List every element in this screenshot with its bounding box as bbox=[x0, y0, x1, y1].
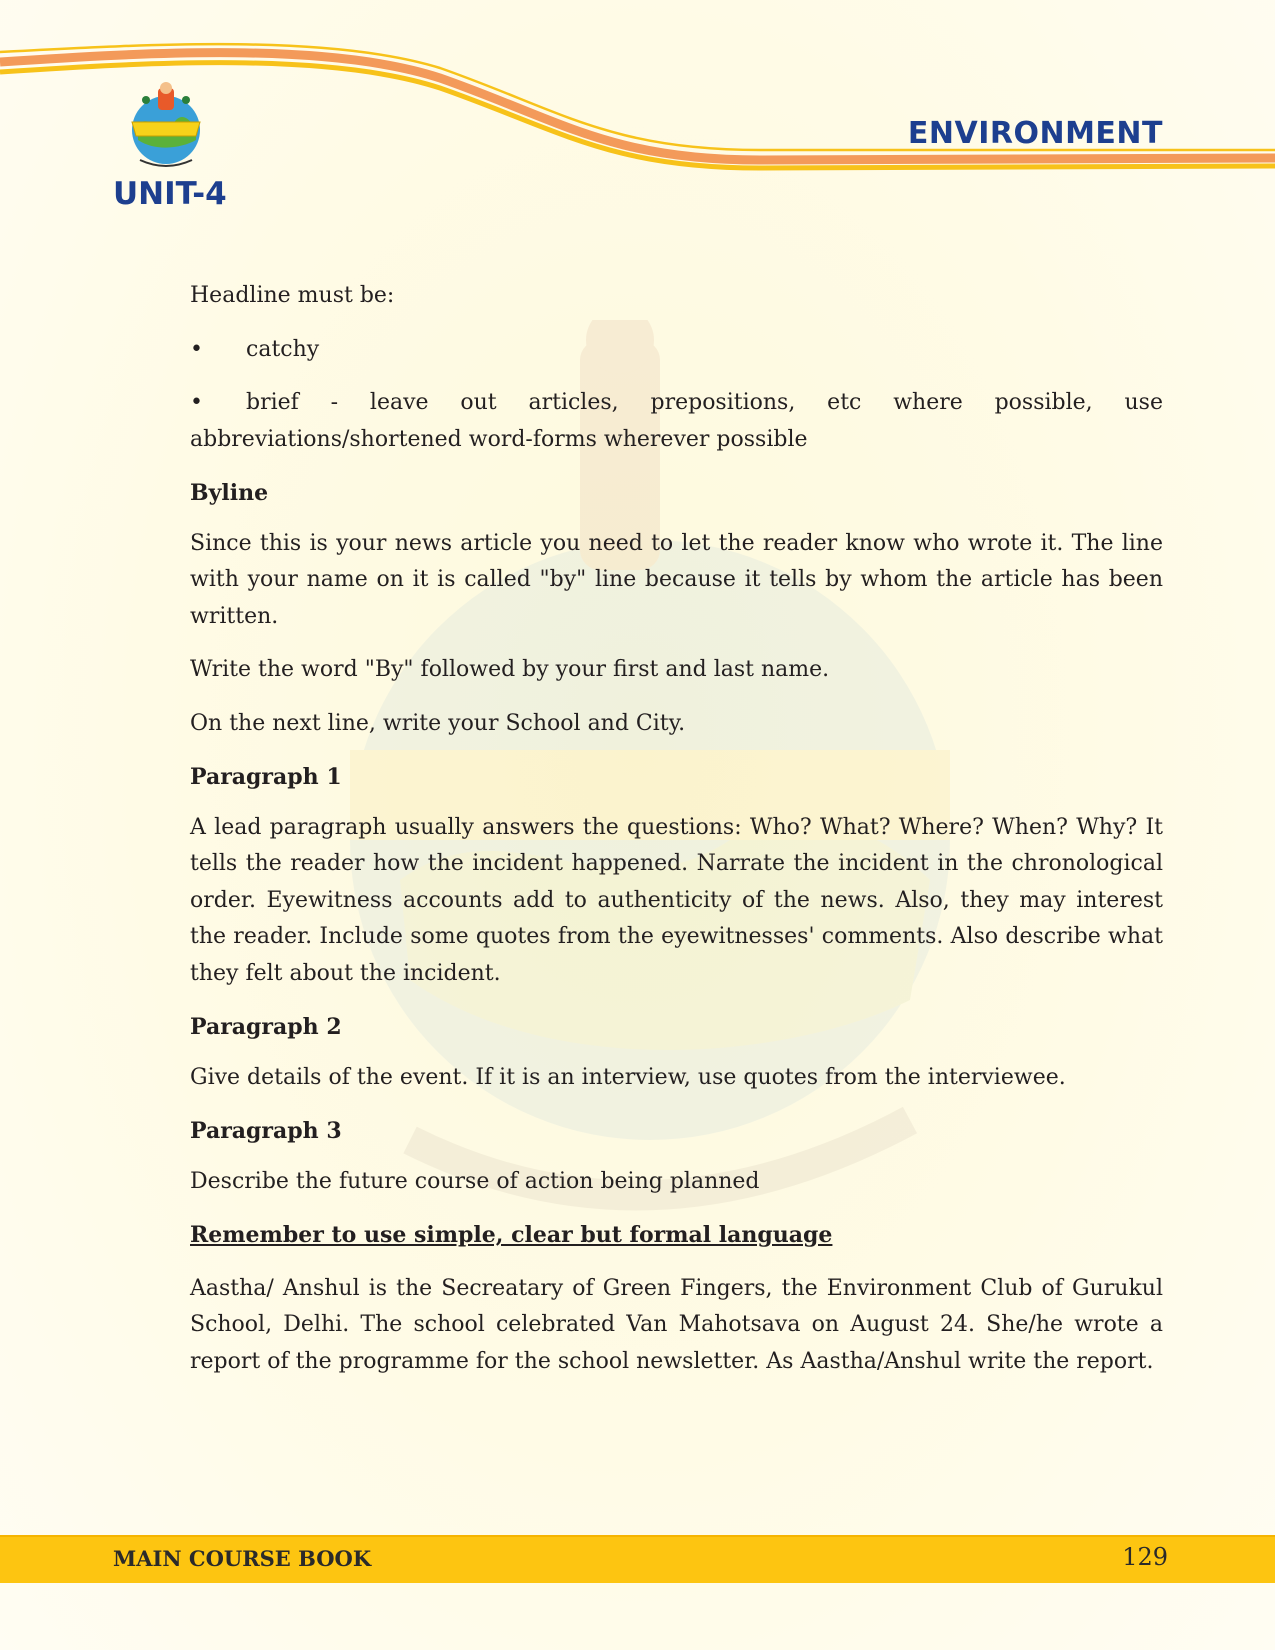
main-content bbox=[190, 278, 1163, 1397]
page-number: 129 bbox=[1122, 1543, 1168, 1571]
unit-label: UNIT-4 bbox=[113, 176, 227, 212]
paragraph-3-text: Describe the future course of action being planned bbox=[190, 1168, 760, 1194]
paragraph-1-text: A lead paragraph usually answers the questions: Who? What? Where? When? Why? It tells the reader how the incident happened. Narrate the incident in the chronological order. Eyewitness accounts add to authenticity of the news. Also, they may interest the reader. Include some quotes from the eyewitnesses' comments. Also describe what they felt about the incident. bbox=[190, 814, 1163, 986]
footer-book-title: MAIN COURSE BOOK bbox=[113, 1546, 372, 1571]
bullet-item bbox=[190, 332, 1163, 369]
bullet-text: catchy bbox=[246, 336, 320, 362]
bullet-icon: • bbox=[190, 390, 203, 415]
remember-note: Remember to use simple, clear but formal language bbox=[190, 1222, 833, 1248]
bullet-item bbox=[190, 385, 1163, 458]
paragraph-2-text: Give details of the event. If it is an interview, use quotes from the interviewee. bbox=[190, 1064, 1066, 1090]
chapter-title: ENVIRONMENT bbox=[907, 116, 1163, 151]
section-heading-byline: Byline bbox=[190, 480, 269, 506]
task-paragraph: Aastha/ Anshul is the Secreatary of Green Fingers, the Environment Club of Gurukul School, Delhi. The school celebrated Van Mahotsava on August 24. She/he wrote a report of the programme for the school newsletter. As Aastha/Anshul write the report. bbox=[190, 1275, 1163, 1374]
headline-intro: Headline must be: bbox=[190, 283, 395, 308]
byline-paragraph: Since this is your news article you need to let the reader know who wrote it. The line with your name on it is called "by" line because it tells by whom the article has been written. bbox=[190, 530, 1163, 629]
byline-instruction: Write the word "By" followed by your first and last name. bbox=[190, 657, 830, 682]
bullet-icon: • bbox=[190, 336, 203, 362]
section-heading-paragraph-3: Paragraph 3 bbox=[190, 1118, 342, 1144]
cbse-logo-icon bbox=[116, 78, 216, 178]
byline-instruction: On the next line, write your School and City. bbox=[190, 710, 686, 736]
section-heading-paragraph-2: Paragraph 2 bbox=[190, 1014, 342, 1040]
bullet-text: brief - leave out articles, prepositions, etc where possible, use abbreviations/shortened word-forms wherever possible bbox=[190, 390, 1163, 452]
section-heading-paragraph-1: Paragraph 1 bbox=[190, 764, 342, 790]
